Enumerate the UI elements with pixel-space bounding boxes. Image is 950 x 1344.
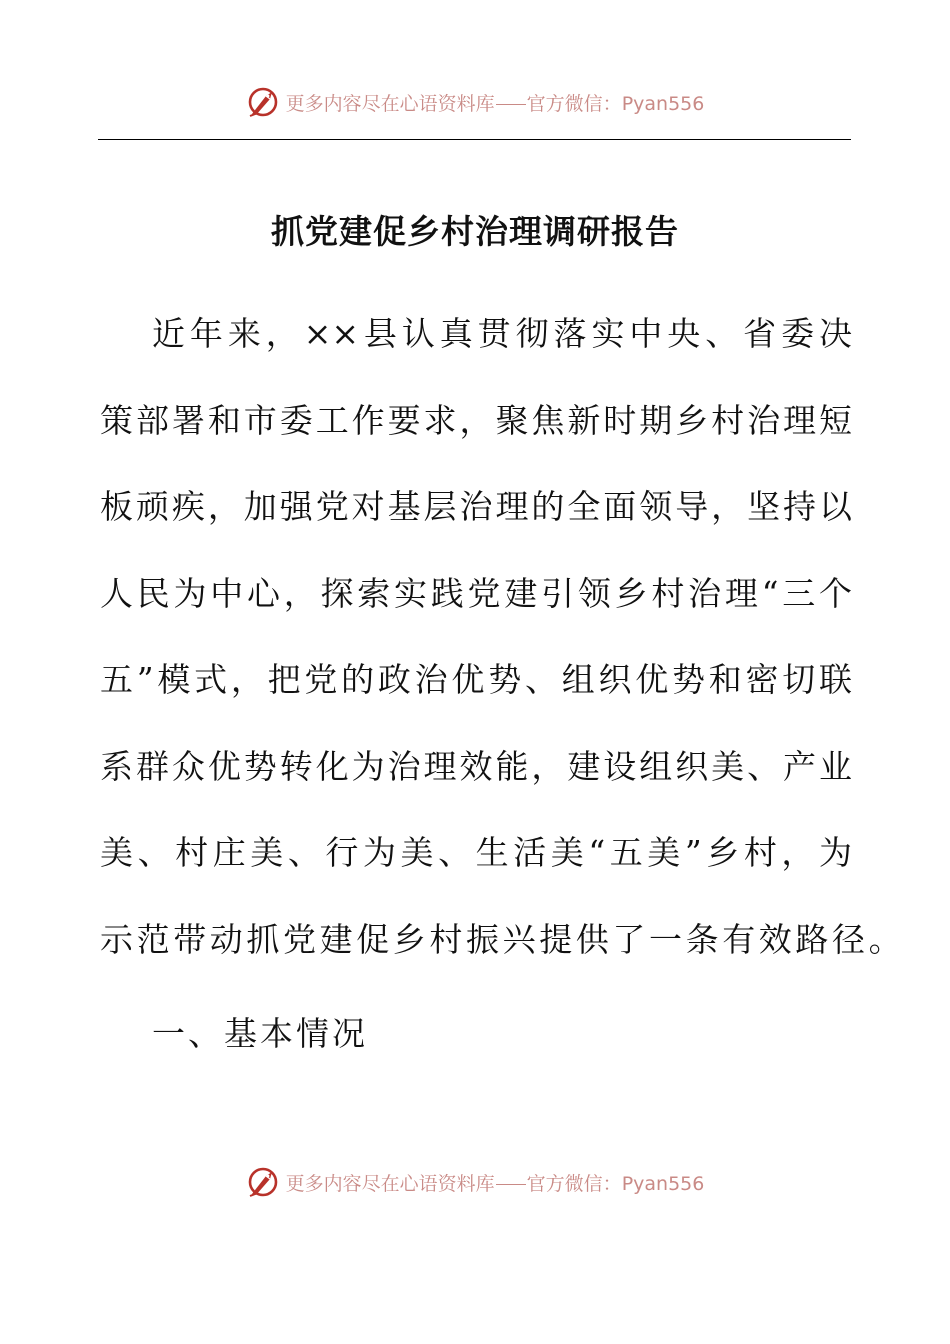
pen-nib-logo-icon	[246, 1164, 282, 1200]
watermark-prefix: 更多内容尽在心语资料库	[285, 1172, 495, 1195]
watermark-handle: Pyan556	[621, 1172, 705, 1195]
header-rule	[98, 139, 851, 140]
section-heading: 一、基本情况	[152, 1014, 368, 1053]
watermark-dash	[496, 1184, 526, 1185]
watermark-handle: Pyan556	[621, 92, 705, 115]
watermark-dash	[496, 104, 526, 105]
paragraph-line: 五”模式，把党的政治优势、组织优势和密切联	[100, 660, 852, 699]
paragraph-line: 板顽疾，加强党对基层治理的全面领导，坚持以	[100, 487, 852, 526]
pen-nib-logo-icon	[246, 84, 282, 120]
footer-watermark	[0, 1162, 950, 1202]
watermark-prefix: 更多内容尽在心语资料库	[285, 92, 495, 115]
paragraph-line: 人民为中心，探索实践党建引领乡村治理“三个	[100, 574, 852, 613]
watermark-middle: 官方微信：	[526, 92, 622, 115]
header-watermark	[0, 82, 950, 122]
paragraph-line: 示范带动抓党建促乡村振兴提供了一条有效路径。	[100, 920, 906, 959]
watermark-text	[286, 89, 705, 116]
watermark-middle: 官方微信：	[526, 1172, 622, 1195]
paragraph-line: 策部署和市委工作要求，聚焦新时期乡村治理短	[100, 401, 852, 440]
watermark-text	[286, 1169, 705, 1196]
paragraph-line: 美、村庄美、行为美、生活美“五美”乡村，为	[100, 833, 852, 872]
paragraph-line: 近年来，××县认真贯彻落实中央、省委决	[152, 314, 852, 353]
document-title: 抓党建促乡村治理调研报告	[271, 212, 679, 251]
paragraph-line: 系群众优势转化为治理效能，建设组织美、产业	[100, 747, 852, 786]
